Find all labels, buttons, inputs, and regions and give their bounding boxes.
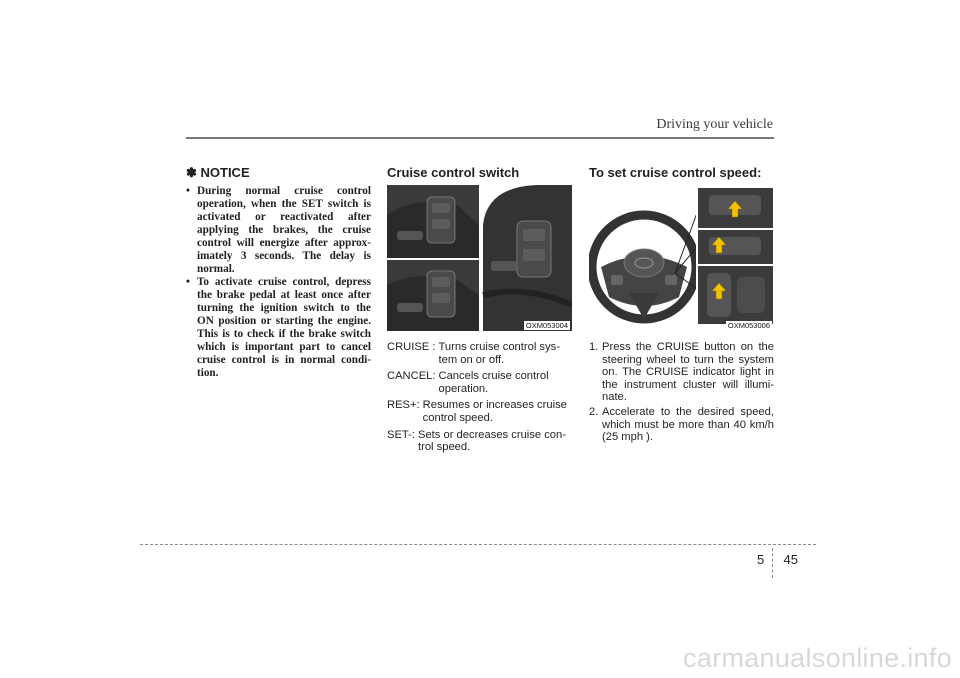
footer-rule [140,544,816,545]
notice-column [186,165,371,380]
definition-desc: Turns cruise control sys- tem on or off. [438,341,560,366]
notice-heading: ✽ NOTICE [186,165,250,180]
definition-desc: Resumes or increases cruise control speed. [422,399,567,424]
step-item [589,406,774,444]
steering-wheel-figure [589,185,774,331]
watermark: carmanualsonline.info [683,643,952,673]
step-text: Press the CRUISE button on the steering wheel to turn the system on. The CRUISE indicator light in the instrument cluster will illumi- nate. [602,341,774,404]
definition-desc: Cancels cruise control operation. [438,370,549,395]
definition-item [387,429,572,454]
steering-figure-label: OXM053006 [727,321,770,330]
page-header-title: Driving your vehicle [656,117,773,132]
steering-wheel-illustration [589,185,774,331]
cruise-switch-figure [387,185,572,331]
switch-heading: Cruise control switch [387,165,520,180]
step-item [589,341,774,404]
header-rule [186,137,774,139]
notice-item: • During normal cruise control operation, when the SET switch is activated or reactivated after applying the brakes, the cruise control will energize after approx- imately 3 seconds. The delay is normal. [186,185,371,276]
set-speed-column [589,165,774,446]
definition-term: CANCEL: [387,370,436,383]
definition-desc: Sets or decreases cruise con- trol speed. [417,428,566,454]
definition-item [387,341,572,366]
cruise-switch-illustration [387,185,572,331]
switch-column [387,165,572,458]
chapter-number: 5 [757,552,765,567]
page-index: 45 [783,552,798,567]
step-number: 1. [589,341,599,353]
set-speed-heading: To set cruise control speed: [589,165,762,180]
step-number: 2. [589,405,599,418]
definition-item [387,370,572,395]
notice-item: • To activate cruise control, depress the brake pedal at least once after turning the ignition switch to the ON position or starting the engine. This is to check if the brake switch which is important part to cancel cruise control is in normal condi- tion. [186,276,371,380]
step-text: Accelerate to the desired speed, which must be more than 40 km/h (25 mph ). [602,405,774,444]
switch-figure-label: OXM053004 [525,321,568,330]
definition-term: SET-: [387,428,415,441]
definition-term: CRUISE : [387,341,436,353]
page-number [757,552,798,567]
definition-term: RES+: [387,399,420,412]
notice-list [186,185,371,380]
set-speed-steps [589,341,774,444]
switch-definitions [387,341,572,454]
definition-item [387,399,572,424]
